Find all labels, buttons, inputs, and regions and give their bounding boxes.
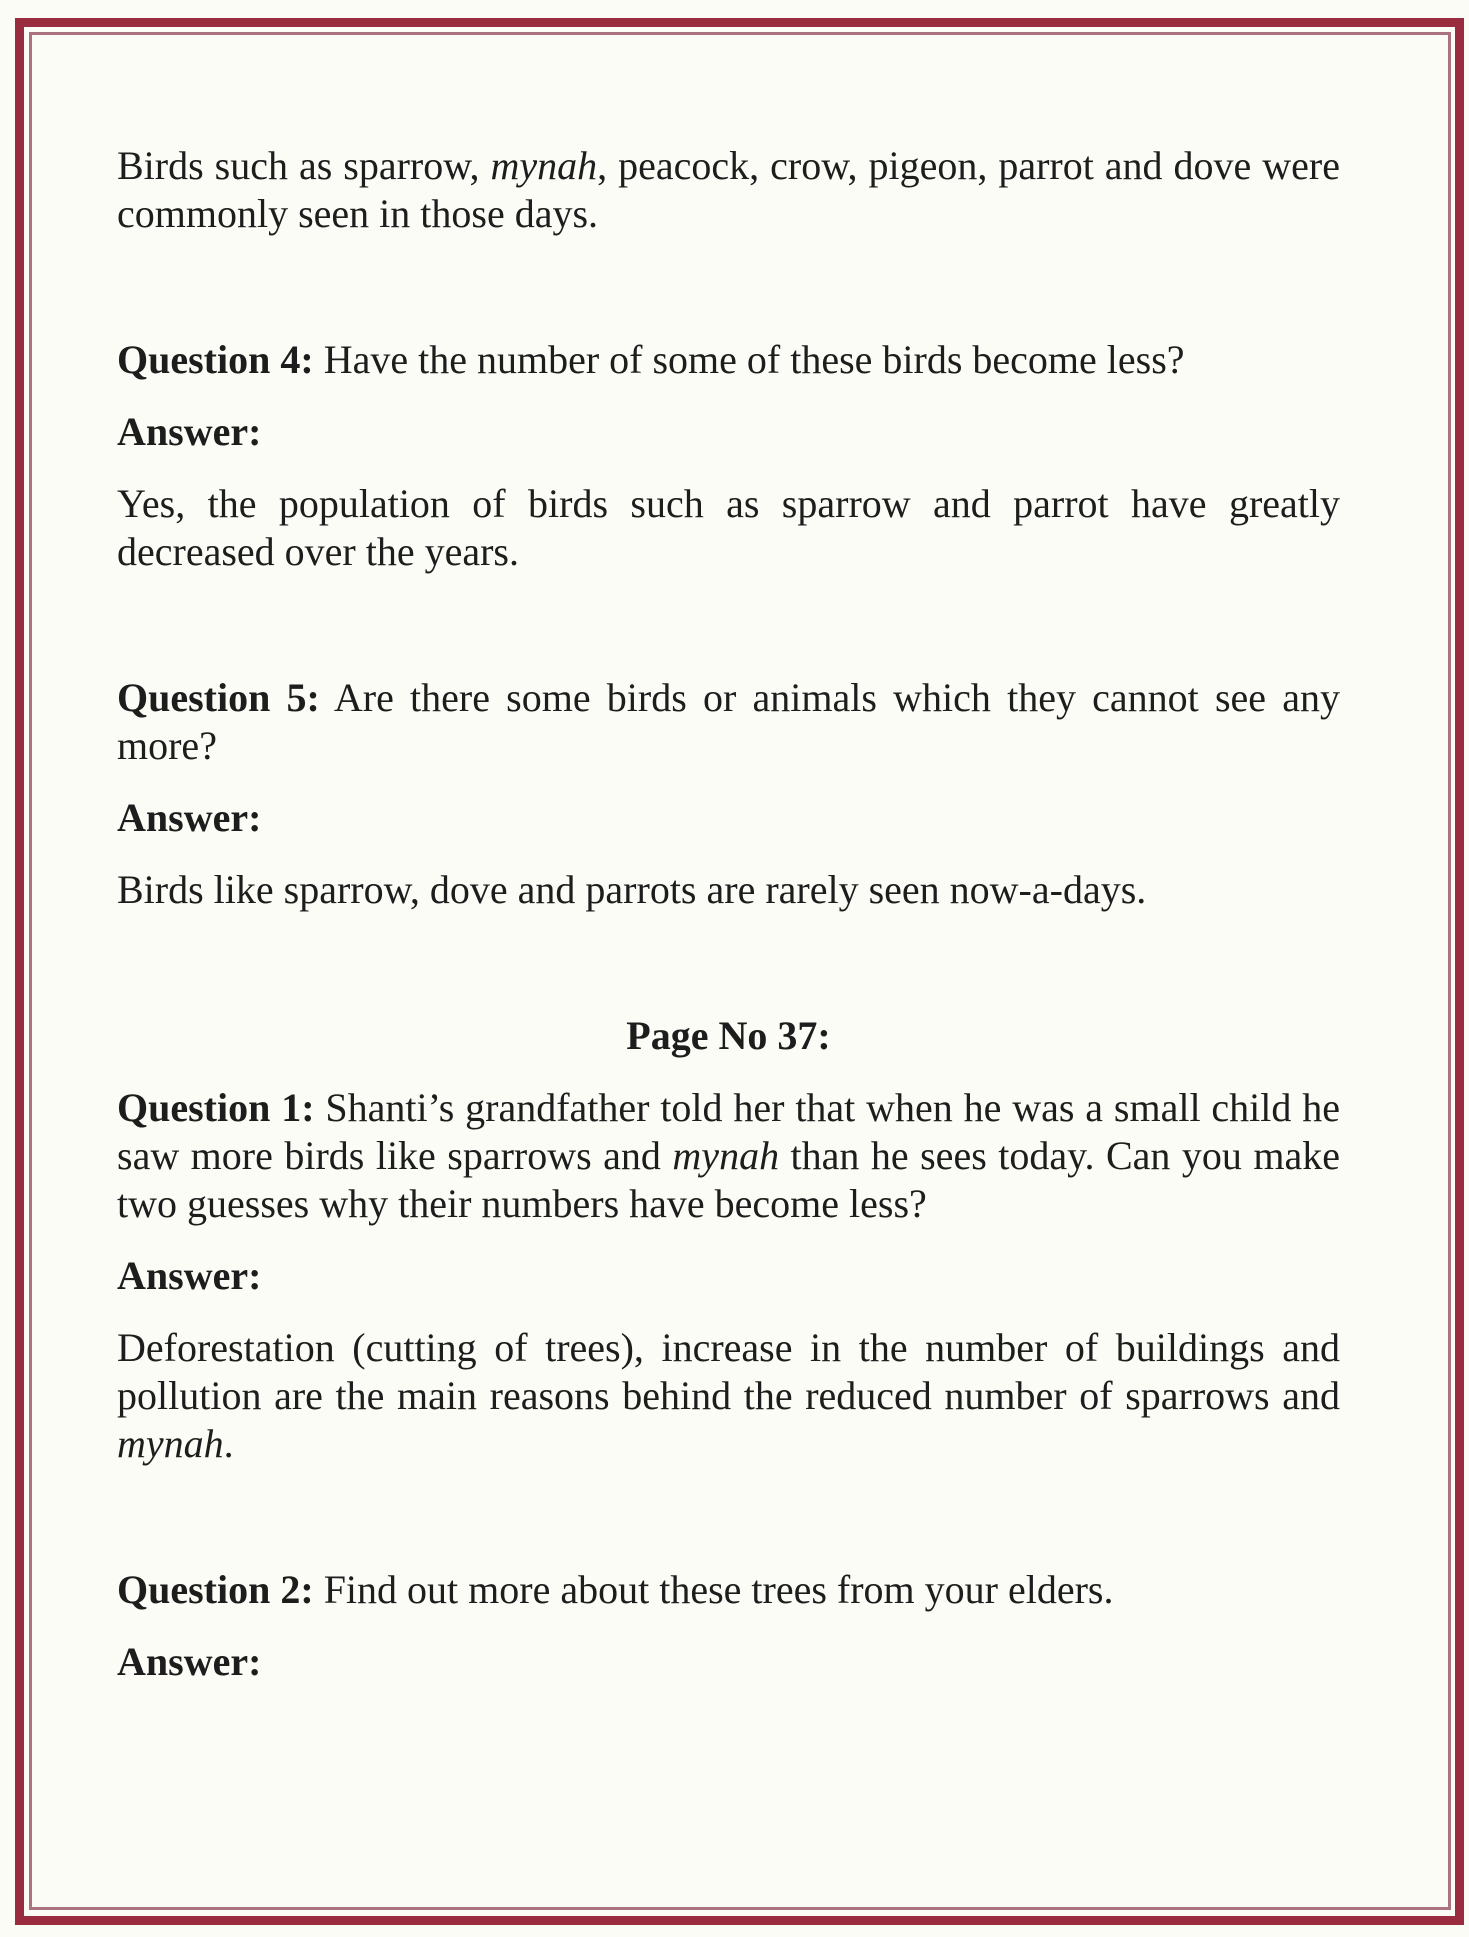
page-heading <box>117 1012 1340 1060</box>
answer-label-4 <box>117 408 1340 456</box>
answer-label-1 <box>117 1252 1340 1300</box>
question-5 <box>117 674 1340 770</box>
document-body <box>117 142 1340 1686</box>
text-run: Shanti’s grandfather told her that when he was a small child he saw more birds like sparrows and <box>117 1085 1340 1178</box>
bold-label: Answer: <box>117 1639 262 1684</box>
question-1 <box>117 1084 1340 1228</box>
answer-label-2 <box>117 1638 1340 1686</box>
question-2 <box>117 1566 1340 1614</box>
italic-term: mynah <box>117 1421 224 1466</box>
bold-label: Question 1: <box>117 1085 315 1130</box>
question-4 <box>117 336 1340 384</box>
text-run: Have the number of some of these birds become less? <box>313 337 1185 382</box>
bold-label: Question 2: <box>117 1567 314 1612</box>
text-run: Find out more about these trees from your elders. <box>313 1567 1114 1612</box>
intro-paragraph <box>117 142 1340 238</box>
text-run: Deforestation (cutting of trees), increase in the number of buildings and pollution are the main reasons behind the reduced number of sparrows and <box>117 1325 1340 1418</box>
bold-label: Answer: <box>117 1253 262 1298</box>
answer-label-5 <box>117 794 1340 842</box>
answer-1 <box>117 1324 1340 1468</box>
text-run: Birds such as sparrow, <box>117 143 491 188</box>
text-run: Yes, the population of birds such as sparrow and parrot have greatly decreased over the years. <box>117 481 1340 574</box>
bold-label: Page No 37: <box>626 1013 831 1058</box>
text-run: than he sees today. Can you make two guesses why their numbers have become less? <box>117 1133 1340 1226</box>
answer-4 <box>117 480 1340 576</box>
bold-label: Question 5: <box>117 675 320 720</box>
text-run: , peacock, crow, pigeon, parrot and dove were commonly seen in those days. <box>117 143 1340 236</box>
text-run: Birds like sparrow, dove and parrots are rarely seen now-a-days. <box>117 867 1147 912</box>
italic-term: mynah <box>490 143 598 188</box>
italic-term: mynah <box>672 1133 780 1178</box>
text-run: . <box>223 1421 234 1466</box>
answer-5 <box>117 866 1340 914</box>
text-run: Are there some birds or animals which they cannot see any more? <box>117 675 1341 768</box>
bold-label: Answer: <box>117 795 262 840</box>
bold-label: Question 4: <box>117 337 314 382</box>
bold-label: Answer: <box>117 409 262 454</box>
